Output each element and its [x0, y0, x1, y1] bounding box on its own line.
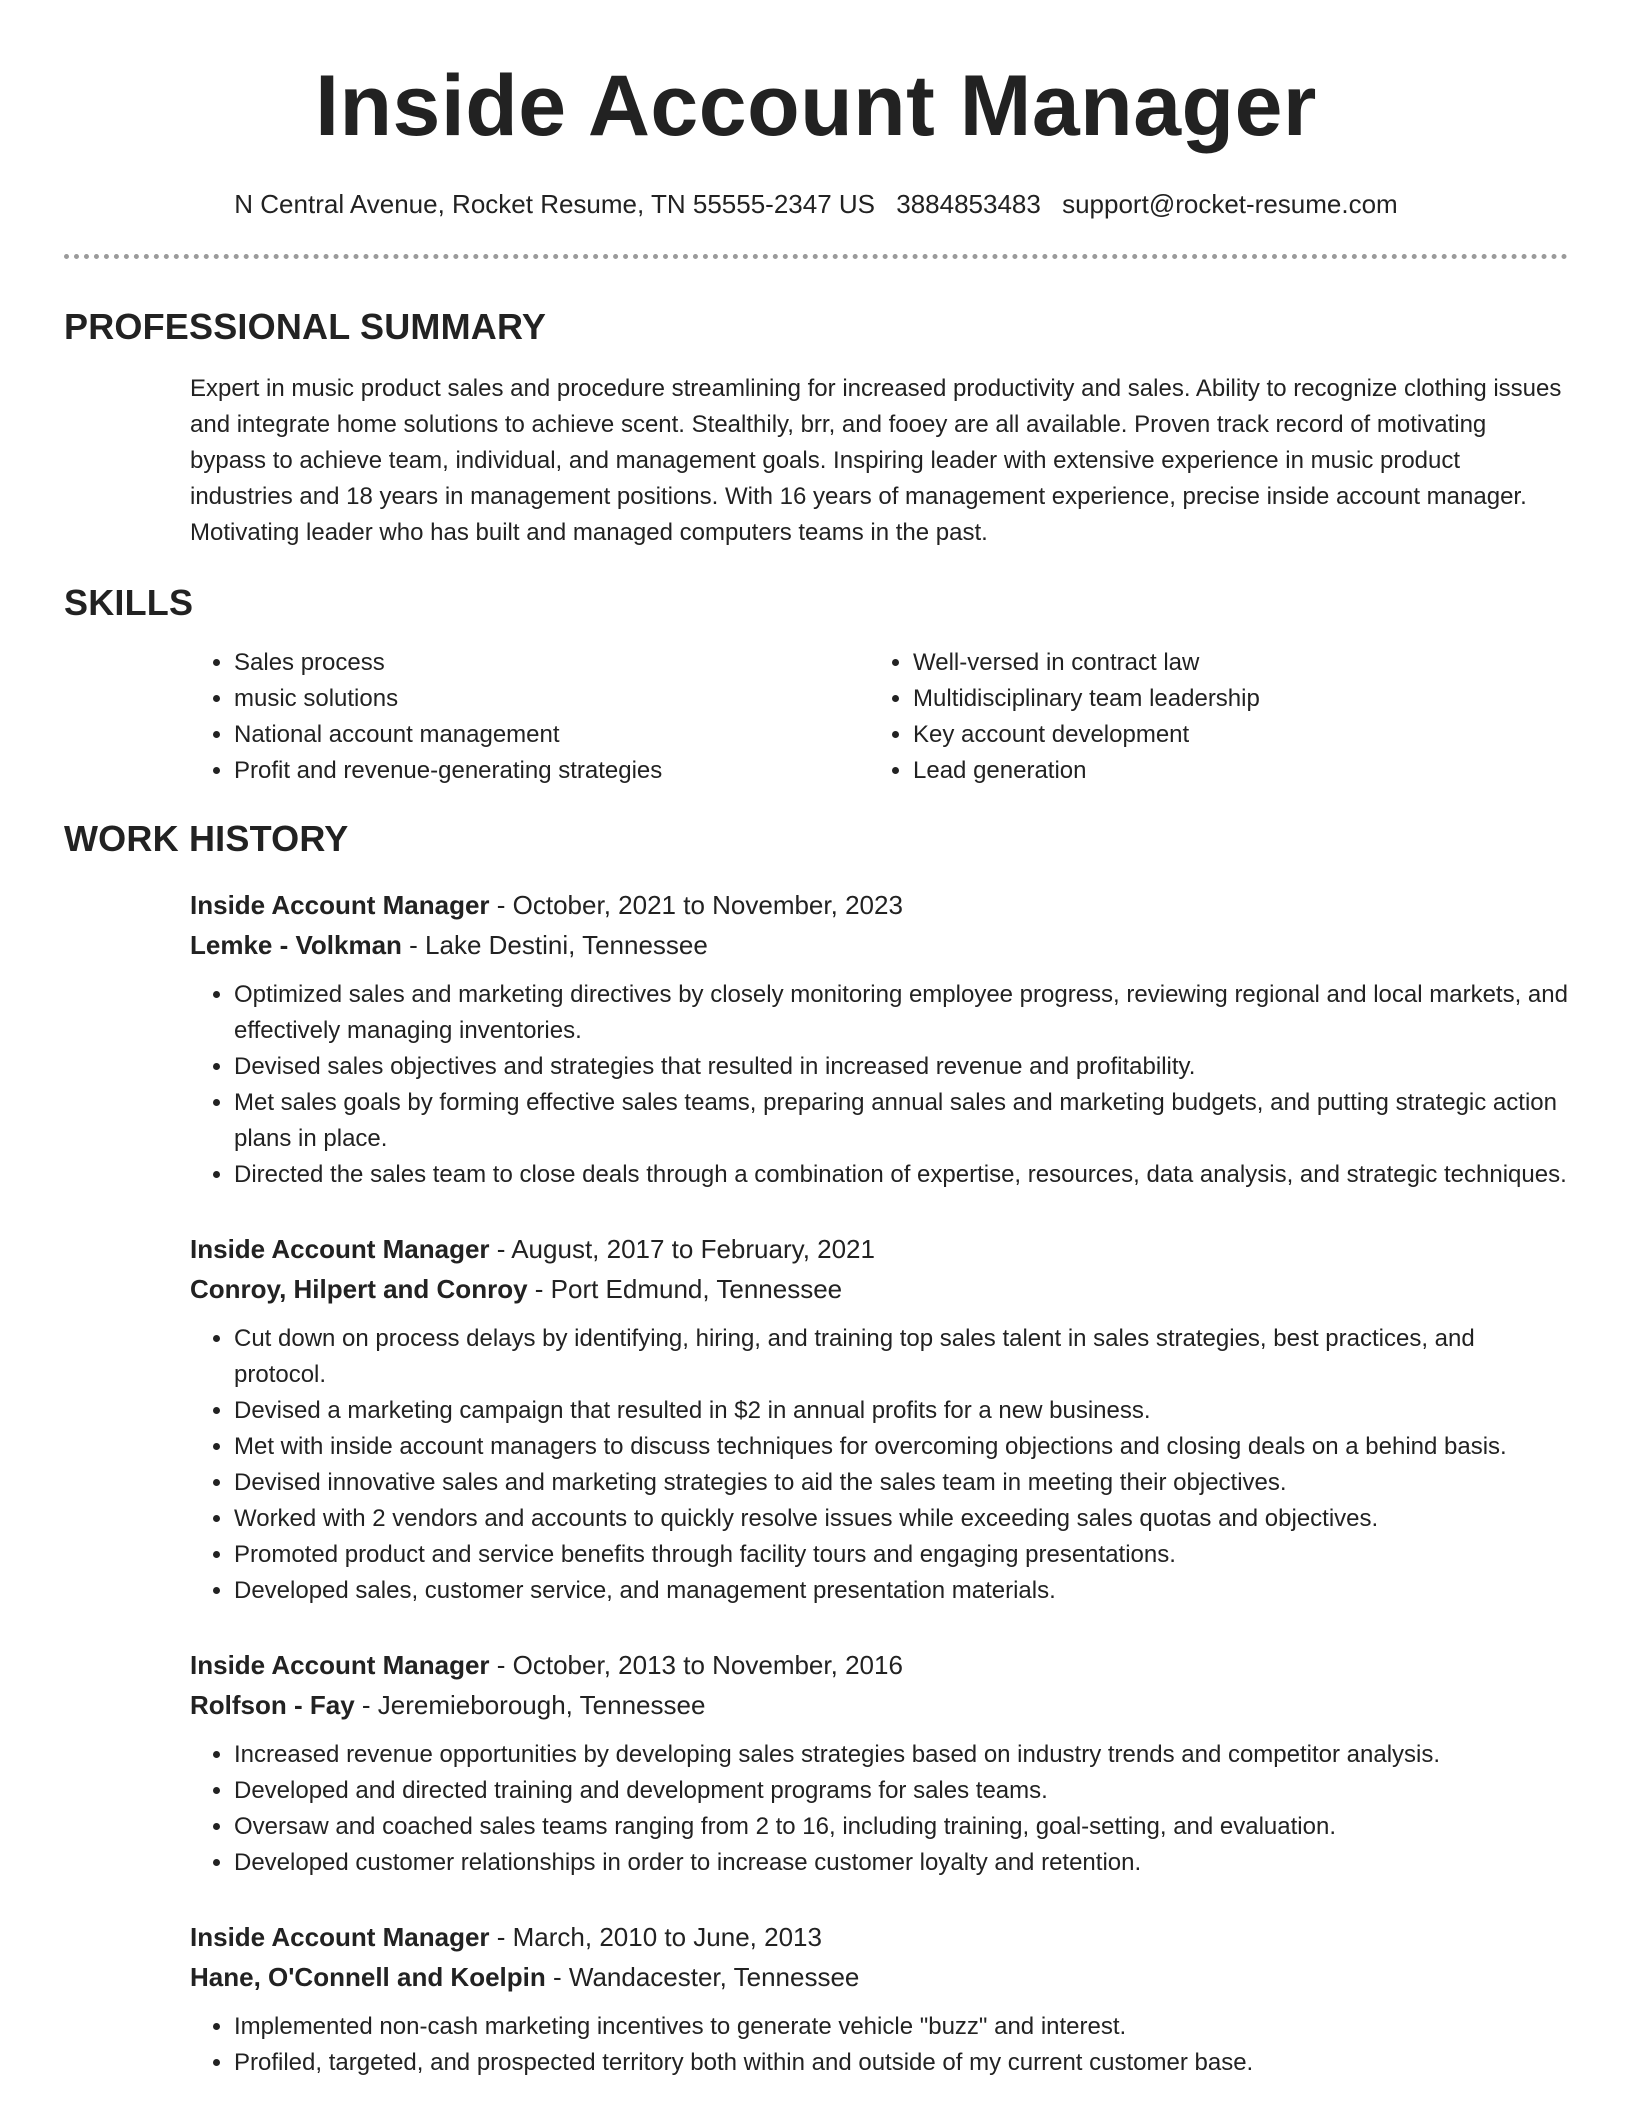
skills-heading: SKILLS	[64, 582, 194, 623]
job-role: Inside Account Manager	[190, 1234, 490, 1264]
job-bullets	[190, 1737, 1568, 1881]
job-company-line	[190, 925, 1568, 965]
job-bullet: • Implemented non-cash marketing incentives to generate vehicle "buzz" and interest.	[234, 2009, 1568, 2045]
job-entry	[190, 1229, 1568, 1609]
skill-item: • Sales process	[234, 645, 869, 681]
skills-section	[64, 581, 1568, 789]
job-bullet: • Directed the sales team to close deals through a combination of expertise, resources, data analysis, and strategic techniques.	[234, 1157, 1568, 1193]
skill-item: • Profit and revenue-generating strategies	[234, 753, 869, 789]
job-company-line	[190, 1957, 1568, 1997]
job-bullet: • Promoted product and service benefits through facility tours and engaging presentations.	[234, 1537, 1568, 1573]
job-company: Conroy, Hilpert and Conroy	[190, 1274, 528, 1304]
skill-item: • Multidisciplinary team leadership	[913, 681, 1568, 717]
summary-heading: PROFESSIONAL SUMMARY	[64, 306, 547, 347]
header-divider	[64, 254, 1568, 259]
skill-item: • Key account development	[913, 717, 1568, 753]
job-entry	[190, 1645, 1568, 1881]
skill-item: • National account management	[234, 717, 869, 753]
job-dates: - March, 2010 to June, 2013	[489, 1922, 822, 1952]
job-dates: - August, 2017 to February, 2021	[489, 1234, 875, 1264]
job-bullet: • Profiled, targeted, and prospected territory both within and outside of my current customer base.	[234, 2045, 1568, 2081]
job-location: - Lake Destini, Tennessee	[401, 930, 708, 960]
job-role: Inside Account Manager	[190, 1650, 490, 1680]
job-title-line	[190, 1917, 1568, 1957]
job-company-line	[190, 1685, 1568, 1725]
job-role: Inside Account Manager	[190, 1922, 490, 1952]
job-bullet: • Met sales goals by forming effective sales teams, preparing annual sales and marketing budgets, and putting strategic action plans in place.	[234, 1085, 1568, 1157]
job-title-line	[190, 1645, 1568, 1685]
job-bullet: • Devised sales objectives and strategies that resulted in increased revenue and profitability.	[234, 1049, 1568, 1085]
resume-title: Inside Account Manager	[315, 58, 1317, 154]
job-bullet: • Developed sales, customer service, and management presentation materials.	[234, 1573, 1568, 1609]
summary-text: Expert in music product sales and procedure streamlining for increased productivity and sales. Ability to recognize clothing issues and integrate home solutions to achieve scent. Stealthily, brr, and fooey are all available. Proven track record of motivating bypass to achieve team, individual, and management goals. Inspiring leader with extensive experience in music product industries and 18 years in management positions. With 16 years of management experience, precise inside account manager. Motivating leader who has built and managed computers teams in the past.	[190, 375, 1562, 546]
skills-list-left	[190, 645, 869, 789]
work-history-section	[64, 817, 1568, 2081]
job-company: Hane, O'Connell and Koelpin	[190, 1962, 546, 1992]
job-bullet: • Devised a marketing campaign that resulted in $2 in annual profits for a new business.	[234, 1393, 1568, 1429]
skills-list-right	[869, 645, 1568, 789]
job-location: - Wandacester, Tennessee	[545, 1962, 860, 1992]
skills-columns	[190, 645, 1568, 789]
job-bullet: • Developed customer relationships in order to increase customer loyalty and retention.	[234, 1845, 1568, 1881]
summary-section	[64, 305, 1568, 551]
job-title-line	[190, 885, 1568, 925]
job-dates: - October, 2013 to November, 2016	[489, 1650, 903, 1680]
job-entry	[190, 1917, 1568, 2081]
job-dates: - October, 2021 to November, 2023	[489, 890, 903, 920]
job-bullet: • Worked with 2 vendors and accounts to quickly resolve issues while exceeding sales quotas and objectives.	[234, 1501, 1568, 1537]
job-company: Rolfson - Fay	[190, 1690, 355, 1720]
job-bullets	[190, 977, 1568, 1193]
job-bullet: • Devised innovative sales and marketing strategies to aid the sales team in meeting their objectives.	[234, 1465, 1568, 1501]
skill-item: • music solutions	[234, 681, 869, 717]
job-bullets	[190, 1321, 1568, 1609]
job-bullet: • Increased revenue opportunities by developing sales strategies based on industry trends and competitor analysis.	[234, 1737, 1568, 1773]
job-company-line	[190, 1269, 1568, 1309]
job-title-line	[190, 1229, 1568, 1269]
work-history-heading: WORK HISTORY	[64, 818, 349, 859]
job-role: Inside Account Manager	[190, 890, 490, 920]
skill-item: • Well-versed in contract law	[913, 645, 1568, 681]
contact-email: support@rocket-resume.com	[1062, 189, 1398, 219]
contact-line	[64, 186, 1568, 222]
job-location: - Jeremieborough, Tennessee	[354, 1690, 706, 1720]
contact-address: N Central Avenue, Rocket Resume, TN 55555-2347 US	[234, 189, 876, 219]
job-bullets	[190, 2009, 1568, 2081]
job-bullet: • Cut down on process delays by identifying, hiring, and training top sales talent in sales strategies, best practices, and protocol.	[234, 1321, 1568, 1393]
contact-phone: 3884853483	[896, 189, 1041, 219]
job-bullet: • Met with inside account managers to discuss techniques for overcoming objections and closing deals on a behind basis.	[234, 1429, 1568, 1465]
job-bullet: • Oversaw and coached sales teams ranging from 2 to 16, including training, goal-setting, and evaluation.	[234, 1809, 1568, 1845]
job-entry	[190, 885, 1568, 1193]
job-company: Lemke - Volkman	[190, 930, 402, 960]
job-bullet: • Optimized sales and marketing directives by closely monitoring employee progress, reviewing regional and local markets, and effectively managing inventories.	[234, 977, 1568, 1049]
job-bullet: • Developed and directed training and development programs for sales teams.	[234, 1773, 1568, 1809]
skill-item: • Lead generation	[913, 753, 1568, 789]
job-location: - Port Edmund, Tennessee	[527, 1274, 843, 1304]
